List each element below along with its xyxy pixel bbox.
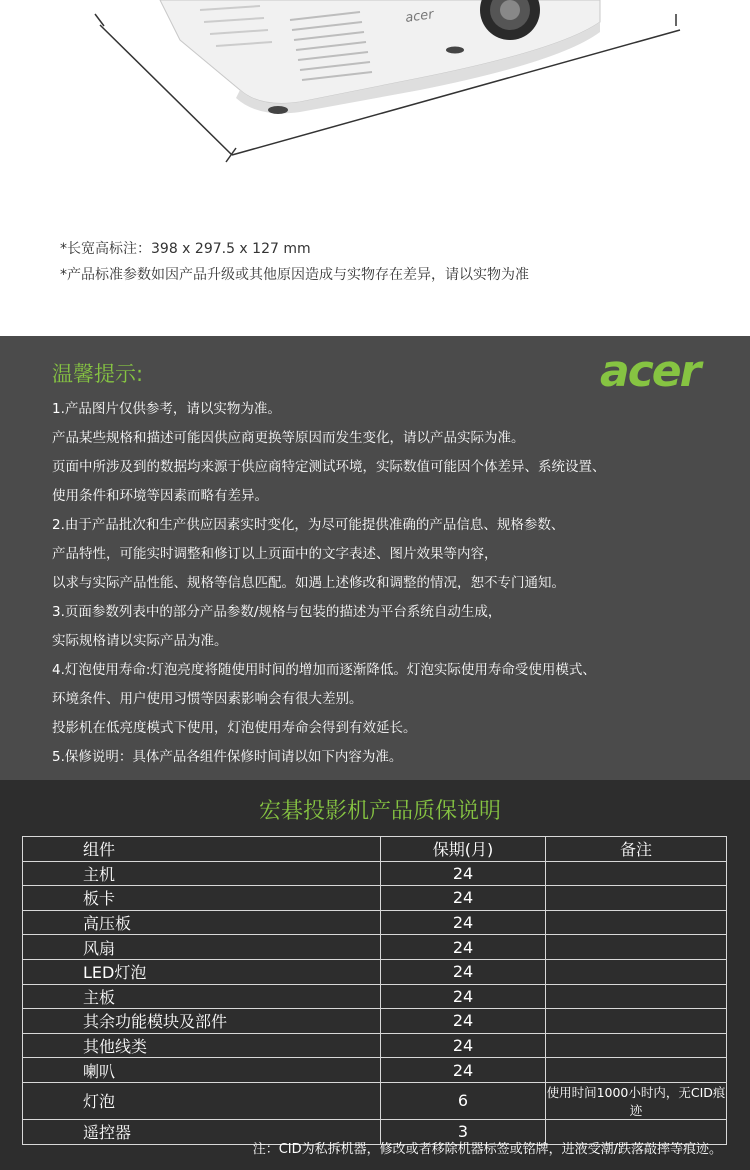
cell-remarks	[546, 1033, 727, 1058]
warranty-table	[22, 836, 727, 1145]
cell-period: 24	[381, 935, 546, 960]
cell-remarks	[546, 1058, 727, 1083]
table-row	[23, 935, 727, 960]
table-row	[23, 1009, 727, 1034]
tips-section	[0, 336, 750, 780]
warranty-title: 宏碁投影机产品质保说明	[258, 799, 501, 824]
cell-remarks	[546, 935, 727, 960]
disclaimer-note: *产品标准参数如因产品升级或其他原因造成与实物存在差异，请以实物为准	[60, 267, 529, 283]
tip-line: 3.页面参数列表中的部分产品参数/规格与包装的描述为平台系统自动生成，	[52, 604, 502, 620]
projector-brand-mark: acer	[404, 7, 435, 27]
header-period: 保期(月)	[381, 837, 546, 862]
cell-component: 高压板	[23, 910, 381, 935]
cell-remarks	[546, 1009, 727, 1034]
cell-component: LED灯泡	[23, 959, 381, 984]
cell-component: 板卡	[23, 886, 381, 911]
cell-period: 24	[381, 886, 546, 911]
cell-period: 24	[381, 861, 546, 886]
table-row	[23, 1033, 727, 1058]
tip-line: 产品特性，可能实时调整和修订以上页面中的文字表述、图片效果等内容，	[52, 546, 498, 562]
header-remarks: 备注	[546, 837, 727, 862]
cell-component: 喇叭	[23, 1058, 381, 1083]
cell-period: 24	[381, 1009, 546, 1034]
table-row	[23, 910, 727, 935]
cell-period: 24	[381, 984, 546, 1009]
cell-period: 24	[381, 1033, 546, 1058]
cell-component: 灯泡	[23, 1082, 381, 1119]
cell-period: 6	[381, 1082, 546, 1119]
tip-line: 投影机在低亮度模式下使用，灯泡使用寿命会得到有效延长。	[52, 720, 417, 736]
tip-line: 5.保修说明：具体产品各组件保修时间请以如下内容为准。	[52, 749, 403, 765]
warranty-section	[0, 780, 750, 1170]
tip-line: 页面中所涉及到的数据均来源于供应商特定测试环境，实际数值可能因个体差异、系统设置、	[52, 459, 606, 475]
tip-line: 1.产品图片仅供参考，请以实物为准。	[52, 401, 281, 417]
acer-logo: acer	[600, 346, 700, 397]
table-row	[23, 1058, 727, 1083]
table-row	[23, 984, 727, 1009]
tip-line: 实际规格请以实际产品为准。	[52, 633, 228, 649]
table-row	[23, 959, 727, 984]
projector-illustration	[0, 0, 750, 336]
cell-period: 24	[381, 910, 546, 935]
cell-remarks	[546, 861, 727, 886]
tip-line: 以求与实际产品性能、规格等信息匹配。如遇上述修改和调整的情况，恕不专门通知。	[52, 575, 565, 591]
cell-remarks	[546, 959, 727, 984]
cell-component: 其余功能模块及部件	[23, 1009, 381, 1034]
cell-component: 遥控器	[23, 1119, 381, 1144]
cell-remarks: 使用时间1000小时内，无CID痕迹	[546, 1082, 727, 1119]
cell-component: 主板	[23, 984, 381, 1009]
product-image-section	[0, 0, 750, 336]
cell-component: 主机	[23, 861, 381, 886]
tip-line: 4.灯泡使用寿命:灯泡亮度将随使用时间的增加而逐渐降低。灯泡实际使用寿命受使用模式、	[52, 662, 596, 678]
tip-line: 使用条件和环境等因素而略有差异。	[52, 488, 268, 504]
cell-period: 24	[381, 1058, 546, 1083]
tip-line: 产品某些规格和描述可能因供应商更换等原因而发生变化，请以产品实际为准。	[52, 430, 525, 446]
dimensions-note: *长宽高标注：398 x 297.5 x 127 mm	[60, 241, 311, 257]
tips-title: 温馨提示:	[52, 362, 144, 386]
cell-component: 风扇	[23, 935, 381, 960]
cell-remarks	[546, 886, 727, 911]
tip-line: 2.由于产品批次和生产供应因素实时变化，为尽可能提供准确的产品信息、规格参数、	[52, 517, 565, 533]
cell-remarks	[546, 910, 727, 935]
table-header-row	[23, 837, 727, 862]
tip-line: 环境条件、用户使用习惯等因素影响会有很大差别。	[52, 691, 363, 707]
cell-period: 3	[381, 1119, 546, 1144]
table-row	[23, 861, 727, 886]
table-row	[23, 1082, 727, 1119]
header-component: 组件	[23, 837, 381, 862]
warranty-footnote: 注：CID为私拆机器，修改或者移除机器标签或铭牌，进液受潮/跌落敲摔等痕迹。	[252, 1142, 722, 1157]
cell-period: 24	[381, 959, 546, 984]
table-row	[23, 886, 727, 911]
cell-remarks	[546, 984, 727, 1009]
cell-component: 其他线类	[23, 1033, 381, 1058]
